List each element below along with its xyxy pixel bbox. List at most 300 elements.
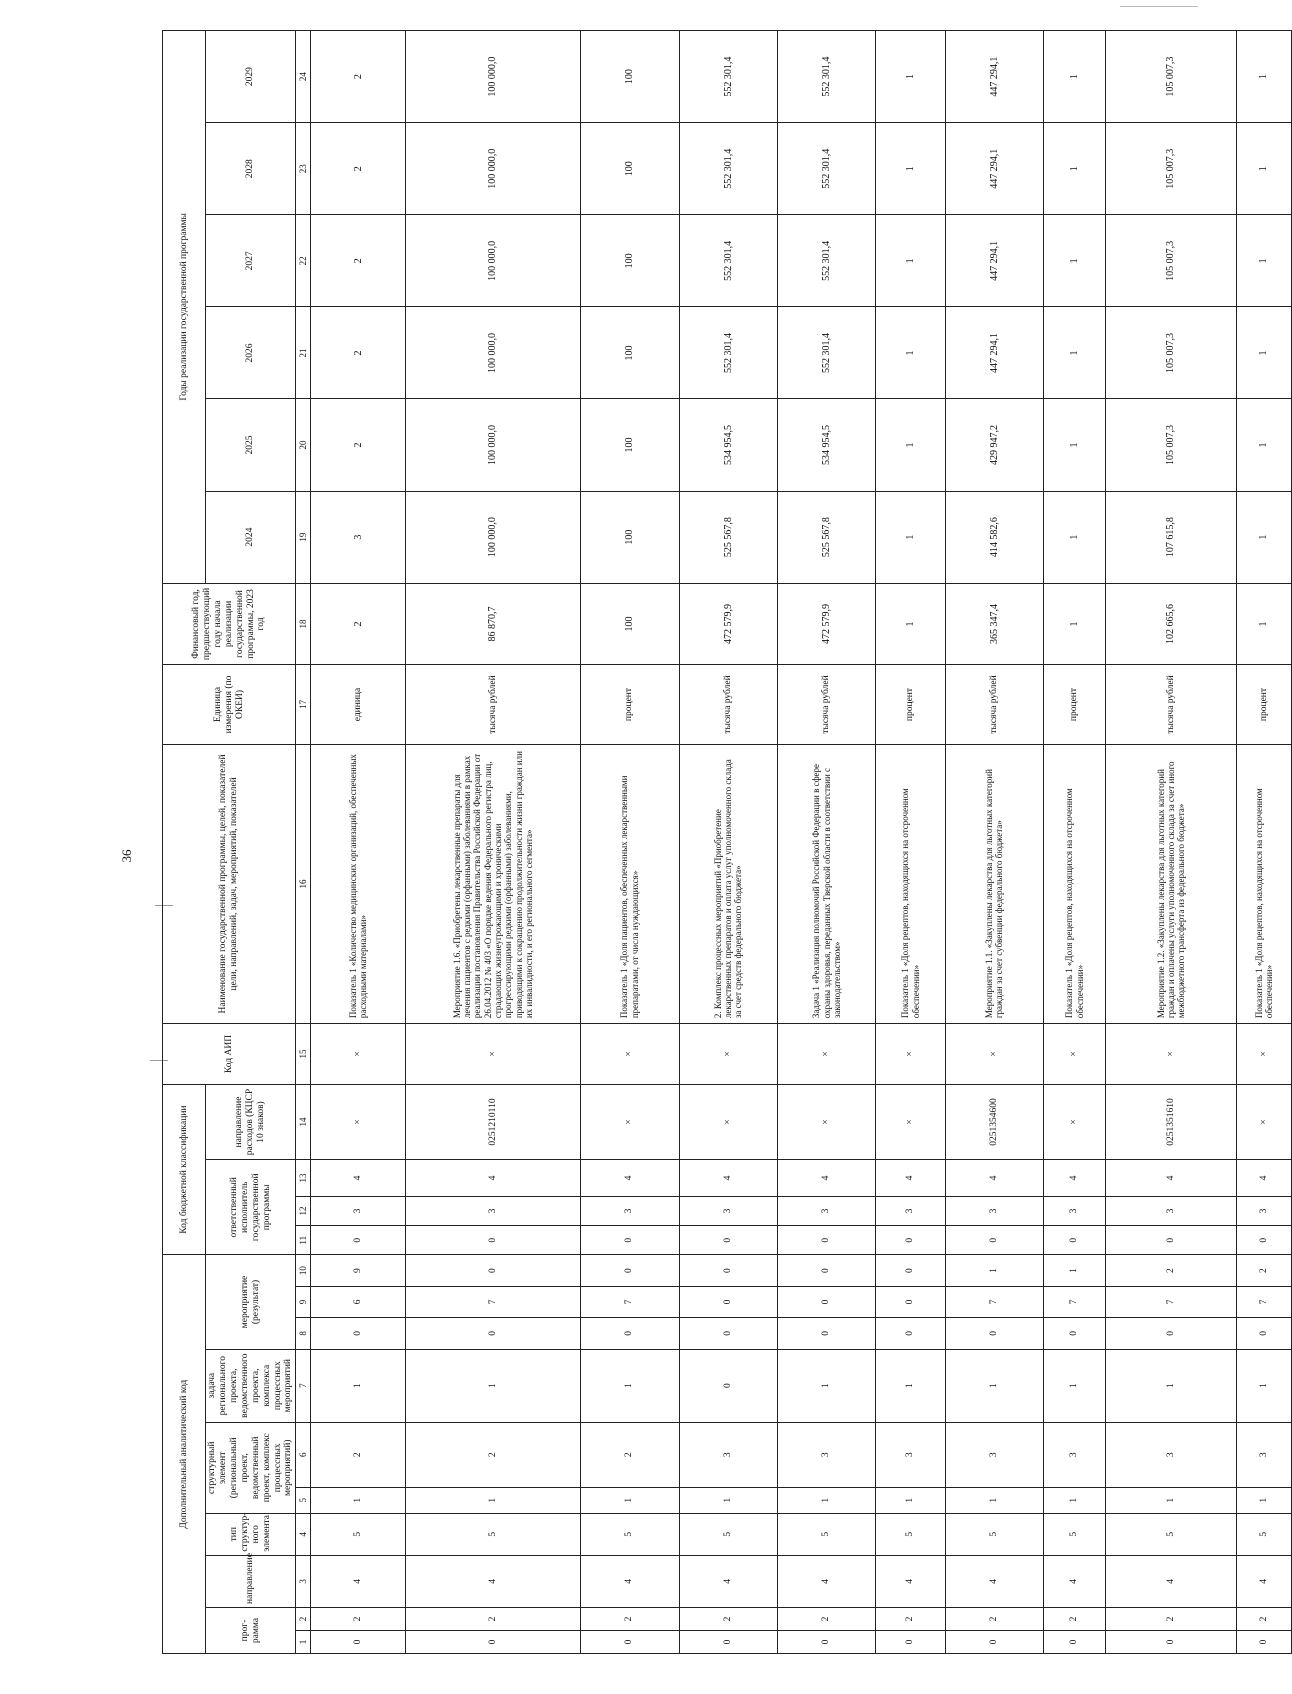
name-cell: Показатель 1 «Доля рецептов, находящихся на отсроченном обеспечении» [1044,744,1106,1023]
base-year-value: 102 665,6 [1106,583,1237,665]
header-expense-direction: направление расходов (КЦСР 10 знаков) [206,1084,296,1159]
code-cell: 0 [311,1226,406,1255]
code-cell: 4 [679,1555,777,1607]
unit-cell: процент [581,665,679,745]
name-cell: Мероприятие 1.1. «Закуплены лекарства для льготных категорий граждан за счет субвенции федерального бюджета» [945,744,1043,1023]
value-2029: 100 000,0 [406,31,581,123]
header-executor: ответственный исполнитель государственной программы [206,1160,296,1255]
value-2027: 552 301,4 [679,215,777,307]
code-cell: 3 [777,1422,875,1487]
code-cell: 1 [1106,1487,1237,1513]
value-2024: 1 [1237,491,1292,583]
scan-edge-line [1120,6,1198,7]
header-year-2027: 2027 [206,215,296,307]
code-cell: 1 [777,1487,875,1513]
header-event: мероприятие (результат) [206,1255,296,1349]
code-cell: 0 [876,1318,945,1349]
code-cell: 7 [1044,1286,1106,1317]
base-year-value: 1 [876,583,945,665]
value-2025: 2 [311,399,406,491]
column-number: 6 [296,1422,311,1487]
header-program: прог-рамма [206,1607,296,1653]
value-2027: 2 [311,215,406,307]
header-budget-code: Код бюджетной классификации [163,1084,206,1255]
code-cell: 7 [945,1286,1043,1317]
column-number: 24 [296,31,311,123]
kcsr-cell: 0251210110 [406,1084,581,1159]
code-cell: 0 [581,1630,679,1653]
code-cell: 5 [311,1513,406,1555]
header-unit: Единица измерения (по ОКЕИ) [163,665,296,745]
code-cell: 0 [1044,1318,1106,1349]
value-2029: 1 [1044,31,1106,123]
code-cell: 0 [679,1226,777,1255]
code-cell: 0 [406,1318,581,1349]
value-2026: 105 007,3 [1106,307,1237,399]
code-cell: 2 [406,1422,581,1487]
column-number: 23 [296,123,311,215]
name-cell: Показатель 1 «Доля рецептов, находящихся на отсроченном обеспечении» [1237,744,1292,1023]
value-2026: 1 [1237,307,1292,399]
code-cell: 5 [1106,1513,1237,1555]
code-cell: 5 [945,1513,1043,1555]
page-number: 36 [119,849,134,863]
table-row [679,31,777,1654]
code-cell: 4 [311,1160,406,1197]
value-2025: 100 [581,399,679,491]
table-row [777,31,875,1654]
code-cell: 1 [581,1487,679,1513]
column-number: 5 [296,1487,311,1513]
unit-cell: тысяча рублей [406,665,581,745]
code-cell: 1 [945,1349,1043,1422]
code-cell: 2 [777,1607,875,1630]
value-2024: 525 567,8 [679,491,777,583]
value-2027: 105 007,3 [1106,215,1237,307]
code-cell: 5 [777,1513,875,1555]
value-2024: 3 [311,491,406,583]
aip-cell: × [1044,1024,1106,1085]
aip-cell: × [945,1024,1043,1085]
code-cell: 3 [945,1196,1043,1225]
name-cell: Мероприятие 1.2. «Закуплены лекарства для льготных категорий граждан и оплачены услуги уполномоченного склада за счет иного межбюджетного трансферта из федерального бюджета» [1106,744,1237,1023]
aip-cell: × [777,1024,875,1085]
value-2029: 1 [1237,31,1292,123]
code-cell: 4 [406,1555,581,1607]
base-year-value: 365 347,4 [945,583,1043,665]
code-cell: 1 [1237,1349,1292,1422]
value-2025: 429 947,2 [945,399,1043,491]
value-2024: 525 567,8 [777,491,875,583]
value-2027: 1 [1044,215,1106,307]
code-cell: 4 [581,1160,679,1197]
column-number: 9 [296,1286,311,1317]
code-cell: 0 [679,1318,777,1349]
code-cell: 0 [581,1255,679,1286]
value-2029: 552 301,4 [777,31,875,123]
column-number: 12 [296,1196,311,1225]
header-year-2028: 2028 [206,123,296,215]
base-year-value: 472 579,9 [777,583,875,665]
aip-cell: × [311,1024,406,1085]
code-cell: 1 [1237,1487,1292,1513]
code-cell: 1 [311,1487,406,1513]
table-row [406,31,581,1654]
code-cell: 9 [311,1255,406,1286]
code-cell: 2 [1237,1607,1292,1630]
column-number: 15 [296,1024,311,1085]
code-cell: 0 [945,1226,1043,1255]
name-cell: Показатель 1 «Количество медицинских организаций, обеспеченных расходными материалами» [311,744,406,1023]
code-cell: 3 [581,1196,679,1225]
code-cell: 1 [876,1487,945,1513]
unit-cell: процент [1237,665,1292,745]
base-year-value: 1 [1237,583,1292,665]
code-cell: 3 [406,1196,581,1225]
rotated-table-stage [162,30,1292,1654]
code-cell: 2 [311,1607,406,1630]
table-row [876,31,945,1654]
base-year-value: 100 [581,583,679,665]
code-cell: 0 [1237,1318,1292,1349]
name-cell: 2. Комплекс процессных мероприятий «Приобретение лекарственных препаратов и оплата услуг уполномоченного склада за счет средств федерального бюджета» [679,744,777,1023]
code-cell: 7 [406,1286,581,1317]
column-number: 14 [296,1084,311,1159]
header-struct-element: структурный элемент (региональный проект, ведомственный проект, комплекс процессных мероприятий) [206,1422,296,1513]
value-2025: 534 954,5 [679,399,777,491]
code-cell: 6 [311,1286,406,1317]
code-cell: 3 [1237,1422,1292,1487]
code-cell: 0 [777,1255,875,1286]
name-cell: Задача 1 «Реализация полномочий Российской Федерации в сфере охраны здоровья, переданных Тверской области в соответствии с законодательством» [777,744,875,1023]
value-2026: 2 [311,307,406,399]
unit-cell: процент [1044,665,1106,745]
code-cell: 4 [679,1160,777,1197]
value-2024: 100 [581,491,679,583]
code-cell: 2 [1237,1255,1292,1286]
value-2025: 105 007,3 [1106,399,1237,491]
aip-cell: × [581,1024,679,1085]
value-2025: 1 [876,399,945,491]
code-cell: 3 [1044,1422,1106,1487]
header-additional-code: Дополнительный аналитический код [163,1255,206,1654]
table-row [945,31,1043,1654]
code-cell: 4 [1237,1160,1292,1197]
code-cell: 0 [406,1630,581,1653]
code-cell: 0 [876,1630,945,1653]
value-2026: 1 [1044,307,1106,399]
column-number: 2 [296,1607,311,1630]
code-cell: 5 [406,1513,581,1555]
code-cell: 1 [1044,1349,1106,1422]
column-number: 18 [296,583,311,665]
code-cell: 0 [1044,1226,1106,1255]
value-2029: 100 [581,31,679,123]
unit-cell: тысяча рублей [679,665,777,745]
kcsr-cell: × [581,1084,679,1159]
kcsr-cell: × [1044,1084,1106,1159]
code-cell: 3 [876,1196,945,1225]
name-cell: Показатель 1 «Доля пациентов, обеспеченных лекарственными препаратами, от числа нуждающихся» [581,744,679,1023]
code-cell: 1 [945,1487,1043,1513]
column-number: 3 [296,1555,311,1607]
code-cell: 2 [945,1607,1043,1630]
value-2024: 100 000,0 [406,491,581,583]
header-year-2029: 2029 [206,31,296,123]
column-number: 17 [296,665,311,745]
code-cell: 0 [679,1286,777,1317]
value-2027: 1 [1237,215,1292,307]
code-cell: 0 [679,1630,777,1653]
code-cell: 3 [311,1196,406,1225]
code-cell: 4 [311,1555,406,1607]
base-year-value: 1 [1044,583,1106,665]
code-cell: 0 [876,1255,945,1286]
value-2026: 100 [581,307,679,399]
unit-cell: тысяча рублей [777,665,875,745]
code-cell: 1 [406,1487,581,1513]
value-2029: 447 294,1 [945,31,1043,123]
table-row [311,31,406,1654]
value-2027: 100 000,0 [406,215,581,307]
code-cell: 3 [945,1422,1043,1487]
header-struct-type: тип структур-ного элемента [206,1513,296,1555]
aip-cell: × [679,1024,777,1085]
table-row [581,31,679,1654]
code-cell: 2 [876,1607,945,1630]
code-cell: 3 [876,1422,945,1487]
value-2029: 2 [311,31,406,123]
header-year-2024: 2024 [206,491,296,583]
value-2025: 100 000,0 [406,399,581,491]
value-2025: 534 954,5 [777,399,875,491]
column-number: 19 [296,491,311,583]
code-cell: 5 [581,1513,679,1555]
code-cell: 0 [311,1630,406,1653]
value-2029: 552 301,4 [679,31,777,123]
aip-cell: × [406,1024,581,1085]
header-year-2025: 2025 [206,399,296,491]
unit-cell: процент [876,665,945,745]
code-cell: 1 [876,1349,945,1422]
value-2029: 105 007,3 [1106,31,1237,123]
value-2028: 447 294,1 [945,123,1043,215]
unit-cell: тысяча рублей [1106,665,1237,745]
code-cell: 2 [581,1607,679,1630]
value-2028: 105 007,3 [1106,123,1237,215]
code-cell: 2 [679,1607,777,1630]
value-2024: 1 [876,491,945,583]
code-cell: 4 [1106,1555,1237,1607]
code-cell: 4 [777,1160,875,1197]
column-number: 1 [296,1630,311,1653]
column-number-row [296,31,311,1654]
code-cell: 0 [777,1286,875,1317]
code-cell: 4 [1044,1555,1106,1607]
code-cell: 4 [1237,1555,1292,1607]
unit-cell: единица [311,665,406,745]
table-row [1106,31,1237,1654]
name-cell: Показатель 1 «Доля рецептов, находящихся на отсроченном обеспечении» [876,744,945,1023]
unit-cell: тысяча рублей [945,665,1043,745]
code-cell: 1 [581,1349,679,1422]
base-year-value: 86 870,7 [406,583,581,665]
code-cell: 0 [945,1318,1043,1349]
value-2026: 447 294,1 [945,307,1043,399]
code-cell: 1 [777,1349,875,1422]
header-direction: направление [206,1555,296,1607]
code-cell: 4 [406,1160,581,1197]
code-cell: 2 [406,1607,581,1630]
code-cell: 4 [777,1555,875,1607]
code-cell: 0 [1106,1226,1237,1255]
column-number: 7 [296,1349,311,1422]
code-cell: 7 [581,1286,679,1317]
code-cell: 0 [406,1226,581,1255]
code-cell: 1 [311,1349,406,1422]
aip-cell: × [876,1024,945,1085]
code-cell: 3 [1044,1196,1106,1225]
value-2028: 100 [581,123,679,215]
header-fin-year: Финансовый год, предшествующий году начала реализации государственной программы, 2023 год [163,583,296,665]
value-2028: 1 [1237,123,1292,215]
code-cell: 3 [679,1422,777,1487]
code-cell: 2 [581,1422,679,1487]
program-indicators-table [162,30,1292,1654]
code-cell: 0 [581,1318,679,1349]
code-cell: 2 [1106,1255,1237,1286]
code-cell: 3 [1106,1196,1237,1225]
column-number: 21 [296,307,311,399]
code-cell: 0 [1106,1630,1237,1653]
code-cell: 0 [1106,1318,1237,1349]
code-cell: 4 [876,1555,945,1607]
table-row [1044,31,1106,1654]
header-year-2026: 2026 [206,307,296,399]
code-cell: 2 [1044,1607,1106,1630]
value-2029: 1 [876,31,945,123]
column-number: 20 [296,399,311,491]
code-cell: 1 [679,1487,777,1513]
kcsr-cell: 0251354600 [945,1084,1043,1159]
value-2025: 1 [1044,399,1106,491]
code-cell: 0 [406,1255,581,1286]
code-cell: 2 [311,1422,406,1487]
code-cell: 5 [1044,1513,1106,1555]
code-cell: 0 [581,1226,679,1255]
kcsr-cell: × [876,1084,945,1159]
code-cell: 0 [679,1349,777,1422]
code-cell: 4 [945,1160,1043,1197]
code-cell: 7 [1237,1286,1292,1317]
code-cell: 7 [1106,1286,1237,1317]
value-2027: 1 [876,215,945,307]
code-cell: 3 [679,1196,777,1225]
code-cell: 5 [876,1513,945,1555]
header-years-group: Годы реализации государственной программы [163,31,206,584]
column-number: 22 [296,215,311,307]
value-2025: 1 [1237,399,1292,491]
kcsr-cell: × [311,1084,406,1159]
value-2028: 1 [1044,123,1106,215]
header-task: задача регионального проекта, ведомственного проекта, комплекса процессных мероприятий [206,1349,296,1422]
column-number: 8 [296,1318,311,1349]
code-cell: 4 [876,1160,945,1197]
code-cell: 1 [1106,1349,1237,1422]
aip-cell: × [1106,1024,1237,1085]
value-2024: 1 [1044,491,1106,583]
code-cell: 0 [1237,1226,1292,1255]
code-cell: 4 [581,1555,679,1607]
value-2028: 100 000,0 [406,123,581,215]
value-2027: 552 301,4 [777,215,875,307]
code-cell: 0 [777,1630,875,1653]
value-2027: 447 294,1 [945,215,1043,307]
kcsr-cell: × [679,1084,777,1159]
code-cell: 0 [945,1630,1043,1653]
code-cell: 0 [777,1318,875,1349]
code-cell: 0 [679,1255,777,1286]
value-2026: 1 [876,307,945,399]
value-2028: 552 301,4 [777,123,875,215]
column-number: 4 [296,1513,311,1555]
aip-cell: × [1237,1024,1292,1085]
kcsr-cell: 0251351610 [1106,1084,1237,1159]
code-cell: 0 [876,1286,945,1317]
code-cell: 1 [1044,1255,1106,1286]
value-2026: 100 000,0 [406,307,581,399]
base-year-value: 472 579,9 [679,583,777,665]
code-cell: 0 [777,1226,875,1255]
value-2028: 1 [876,123,945,215]
kcsr-cell: × [1237,1084,1292,1159]
code-cell: 5 [679,1513,777,1555]
code-cell: 1 [1044,1487,1106,1513]
table-body [311,31,1292,1654]
value-2026: 552 301,4 [777,307,875,399]
table-row [1237,31,1292,1654]
code-cell: 0 [1044,1630,1106,1653]
column-number: 13 [296,1160,311,1197]
value-2024: 107 615,8 [1106,491,1237,583]
header-name: Наименование государственной программы, целей, показателей цели, направлений, задач, мероприятий, показателей [163,744,296,1023]
value-2026: 552 301,4 [679,307,777,399]
code-cell: 4 [945,1555,1043,1607]
column-number: 10 [296,1255,311,1286]
code-cell: 4 [1106,1160,1237,1197]
code-cell: 5 [1237,1513,1292,1555]
code-cell: 0 [876,1226,945,1255]
kcsr-cell: × [777,1084,875,1159]
name-cell: Мероприятие 1.6. «Приобретены лекарственные препараты для лечения пациентов с редкими (орфанными) заболеваниями в рамках реализации постановления Правительства Российской Федерации от 26.04.2012 № 403 «О порядке ведения Федерального регистра лиц, страдающих жизнеугрожающими и хроническими прогрессирующими редкими (орфанными) заболеваниями, приводящими к сокращению продолжительности жизни граждан или их инвалидности, и его регионального сегмента» [406,744,581,1023]
value-2024: 414 582,6 [945,491,1043,583]
code-cell: 3 [777,1196,875,1225]
code-cell: 0 [311,1318,406,1349]
value-2028: 552 301,4 [679,123,777,215]
column-number: 11 [296,1226,311,1255]
header-aip-code: Код АИП [163,1024,296,1085]
code-cell: 3 [1106,1422,1237,1487]
code-cell: 3 [1237,1196,1292,1225]
column-number: 16 [296,744,311,1023]
code-cell: 0 [1237,1630,1292,1653]
value-2027: 100 [581,215,679,307]
base-year-value: 2 [311,583,406,665]
code-cell: 4 [1044,1160,1106,1197]
value-2028: 2 [311,123,406,215]
code-cell: 1 [945,1255,1043,1286]
code-cell: 1 [406,1349,581,1422]
